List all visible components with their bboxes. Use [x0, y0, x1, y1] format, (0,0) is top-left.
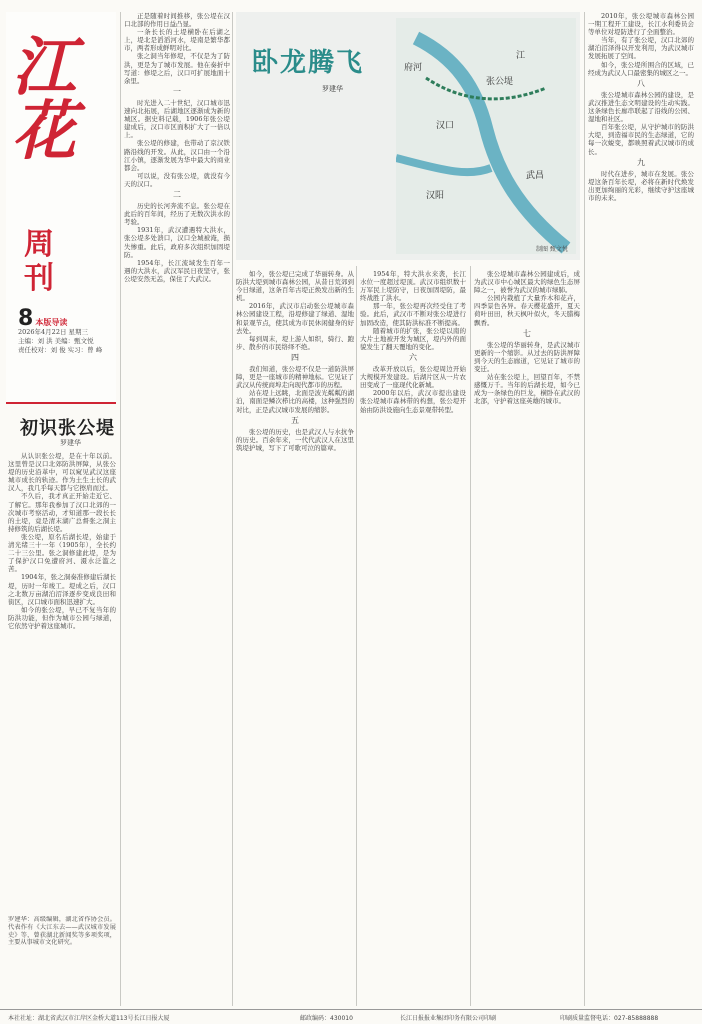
paragraph: 从认识张公堤，是在十年以前。这里曾是汉口北郊防洪屏障，从张公堤的历史沿革中，可以窥见武汉这座城市成长的轨迹。作为土生土长的武汉人，我几乎每天都与它擦肩而过。 [8, 452, 116, 493]
issue-proof: 责任校对：刘 俊 实习：曾 峰 [18, 346, 103, 354]
paragraph: 如今，张公堤已完成了华丽转身。从防洪大堤到城市森林公园，从昔日荒郊到今日绿道，这条百年古堤正焕发出新的生机。 [236, 270, 354, 303]
paragraph: 那一年，张公堤再次经受住了考验。此后，武汉市不断对张公堤进行加固改造，使其防洪标准不断提高。 [360, 302, 466, 327]
paragraph: 1954年，长江流域发生百年一遇的大洪水，武汉军民日夜坚守，张公堤安然无恙，保住了大武汉。 [124, 258, 230, 283]
feature-block [236, 12, 580, 260]
footer-address: 本社社址：湖北省武汉市江岸区金桥大道113号长江日报大厦 [8, 1015, 170, 1022]
paragraph: 张公堤城市森林公园的建设，是武汉推进生态文明建设的生动实践。这条绿色长廊串联起了沿线的公园、湿地和社区。 [588, 90, 694, 124]
paragraph: 正是随着时间推移，张公堤在汉口北部的作用日益凸显。 [124, 12, 230, 29]
section-number: 七 [523, 328, 531, 338]
map-label: 汉阳 [426, 191, 445, 201]
paragraph: 时代在进步，城市在发展。张公堤这条百年长堤，必将在新时代焕发出更加绚丽的光彩，继续守护这座城市的未来。 [588, 169, 694, 202]
footer-phone: 印刷质量监督电话：027-85888888 [560, 1015, 659, 1022]
paragraph: 2000年以后，武汉市提出建设张公堤城市森林带的构想，张公堤开始由防洪设施向生态景观带转型。 [360, 389, 466, 414]
paragraph: 站在张公堤上，回望百年，不禁感慨万千。当年的后湖长堤，如今已成为一条绿色的巨龙，横卧在武汉的北部，守护着这座英雄的城市。 [474, 373, 580, 406]
map-label: 张公堤 [486, 77, 514, 87]
paragraph: 张公堤的修建，也带动了京汉铁路沿线的开发。从此，汉口由一个沿江小镇，逐渐发展为华中最大的商业都会。 [124, 139, 230, 172]
masthead-title-char-1: 江 [12, 30, 72, 105]
divider [120, 12, 121, 1006]
paragraph: 百年张公堤，从守护城市的防洪大堤，到造福市民的生态绿道，它的每一次蜕变，都映照着武汉城市的成长。 [588, 123, 694, 156]
divider [356, 266, 357, 1006]
paragraph: 张公堤的华丽转身，是武汉城市更新的一个缩影。从过去的防洪屏障到今天的生态廊道，它见证了城市的变迁。 [474, 340, 580, 374]
map-label: 江 [516, 51, 526, 61]
paragraph: 如今的张公堤，早已不复当年的防洪功能，但作为城市公园与绿道，它依然守护着这座城市。 [8, 605, 116, 630]
article-column-5 [588, 12, 694, 1000]
section-number: 二 [173, 189, 181, 199]
footer-postcode: 邮政编码：430010 [300, 1015, 353, 1022]
map-label: 汉口 [436, 121, 455, 131]
section-number: 六 [409, 352, 417, 362]
masthead-title [12, 30, 112, 169]
article-column-4 [474, 270, 580, 1000]
article-column-3 [360, 270, 466, 1000]
author-bio [8, 916, 116, 1006]
paragraph: 一条长长的土堤横卧在后湖之上，堤北是滔滔河水，堤南是繁华都市，两者形成鲜明对比。 [124, 28, 230, 53]
paragraph: 每到周末，堤上游人如织，骑行、跑步、散步的市民络绎不绝。 [236, 334, 354, 351]
map-label: 武昌 [526, 171, 545, 181]
section-label: 本版导读 [35, 318, 68, 327]
paragraph: 我们知道，张公堤不仅是一道防洪屏障，更是一座城市的精神地标。它见证了武汉从传统商埠走向现代都市的历程。 [236, 365, 354, 390]
paragraph: 改革开放以后，张公堤周边开始大规模开发建设。后湖片区从一片农田变成了一座现代化新城。 [360, 365, 466, 390]
section-number: 九 [637, 157, 645, 167]
section-number: 五 [291, 415, 299, 425]
article-column-2 [124, 12, 230, 1000]
feature-title: 卧龙腾飞 [252, 48, 365, 78]
article-title: 初识张公堤 [20, 418, 115, 439]
paragraph: 可以说，没有张公堤，就没有今天的汉口。 [124, 171, 230, 188]
paragraph: 如今，张公堤所围合的区域，已经成为武汉人口最密集的城区之一。 [588, 60, 694, 77]
divider [470, 266, 471, 1006]
issue-number: 8 [18, 306, 34, 331]
page-footer [0, 1009, 702, 1024]
paragraph: 2010年，张公堤城市森林公园一期工程开工建设，长江水利委员会等单位对堤防进行了全面整治。 [588, 12, 694, 37]
paragraph: 随着城市的扩张，张公堤以南的大片土地被开发为城区，堤内外的面貌发生了翻天覆地的变化。 [360, 326, 466, 351]
paragraph: 当年，有了张公堤，汉口北郊的湖泊沼泽得以开发利用，为武汉城市发展拓展了空间。 [588, 36, 694, 61]
section-number: 四 [291, 352, 299, 362]
masthead-rule [6, 402, 116, 404]
masthead-issue [18, 306, 103, 355]
paragraph: 时光进入二十世纪，汉口城市迅速向北拓展，后湖地区逐渐成为新的城区。据史料记载，1906年张公堤建成后，汉口市区面积扩大了一倍以上。 [124, 98, 230, 140]
section-number: 八 [637, 78, 645, 88]
paragraph: 张公堤，原名后湖长堤，始建于清光绪三十一年（1905年），全长约二十三公里。张之洞修建此堤，是为了保护汉口免遭府河、滠水泛滥之苦。 [8, 532, 116, 574]
divider [584, 12, 585, 1006]
section-number: 一 [173, 86, 181, 96]
paragraph: 张之洞当年修堤，不仅是为了防洪，更是为了城市发展。他在奏折中写道：修堤之后，汉口可扩展地面十余里。 [124, 52, 230, 85]
paragraph: 1931年，武汉遭遇特大洪水，张公堤多处溃口，汉口全城被淹，损失惨重。此后，政府多次组织加固堤防。 [124, 226, 230, 259]
divider [232, 12, 233, 1006]
masthead [6, 12, 116, 404]
paragraph: 2016年，武汉市启动张公堤城市森林公园建设工程，沿堤修建了绿道、湿地和景观节点，使其成为市民休闲健身的好去处。 [236, 302, 354, 335]
paragraph: 张公堤的历史，也是武汉人与水抗争的历史。百余年来，一代代武汉人在这里筑堤护城，写下了可歌可泣的篇章。 [236, 427, 354, 452]
paragraph: 张公堤城市森林公园建成后，成为武汉市中心城区最大的绿色生态屏障之一，被誉为武汉的城市绿肺。 [474, 270, 580, 295]
masthead-weekly-char-2: 刊 [24, 261, 54, 296]
masthead-title-char-2: 花 [12, 94, 72, 169]
masthead-weekly [24, 228, 54, 296]
paragraph: 历史的长河奔流不息。张公堤在此后的百年间，经历了无数次洪水的考验。 [124, 202, 230, 227]
issue-editor: 主编：刘 洪 美编：甄文悦 [18, 337, 94, 345]
article-column-1 [8, 452, 116, 908]
map-credit: 制图 甄文悦 [536, 246, 568, 253]
paragraph: 1904年，张之洞奏准修建后湖长堤，历时一年竣工。堤成之后，汉口之北数万亩湖泊沼泽逐步变成良田和街区，汉口城市面积迅速扩大。 [8, 573, 116, 606]
footer-printer: 长江日报报业集团印务有限公司印刷 [400, 1015, 497, 1022]
article-author: 罗建华 [60, 439, 81, 447]
feature-map [396, 18, 576, 254]
paragraph: 不久后，我才真正开始走近它、了解它。那年我参加了汉口北郊的一次城市考察活动，才知道那一段长长的土堤，竟是清末湖广总督张之洞主持修筑的后湖长堤。 [8, 492, 116, 533]
paragraph: 1954年，特大洪水来袭，长江水位一度超过堤顶。武汉市组织数十万军民上堤防守，日夜加固堤防，最终战胜了洪水。 [360, 270, 466, 303]
paragraph: 公园内栽植了大量乔木和花卉，四季景色各异。春天樱花盛开，夏天荷叶田田，秋天枫叶似火，冬天腊梅飘香。 [474, 294, 580, 327]
author-bio-text: 罗建华：高级编辑，湖北省作协会员。代表作有《大江东去——武汉城市发展史》等，曾获湖北新闻奖等多项奖项，主要从事城市文化研究。 [8, 916, 116, 947]
feature-author: 罗建华 [322, 85, 343, 93]
issue-date: 2026年4月22日 星期三 [18, 328, 89, 336]
article-column-3b [236, 270, 354, 1000]
masthead-weekly-char-1: 周 [24, 227, 54, 262]
paragraph: 站在堤上远眺，北面是波光粼粼的湖泊，南面是鳞次栉比的高楼，这种强烈的对比，正是武汉城市发展的缩影。 [236, 389, 354, 414]
map-label: 府河 [404, 63, 423, 73]
